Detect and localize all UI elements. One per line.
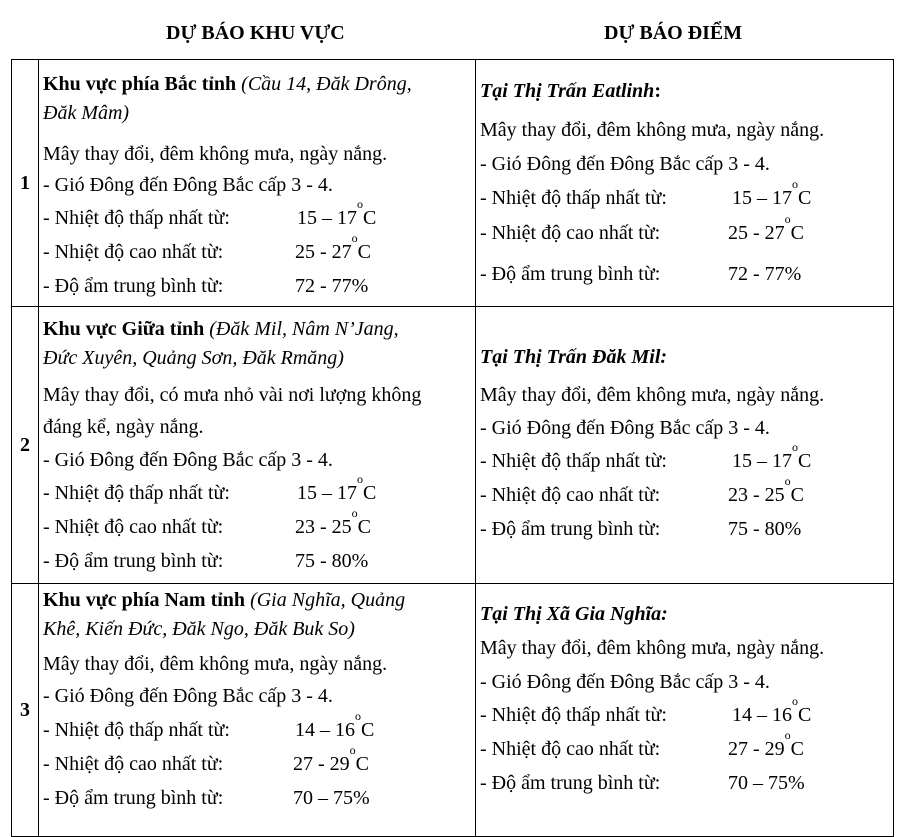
- row-number: 2: [12, 307, 39, 584]
- area-wind: - Gió Đông đến Đông Bắc cấp 3 - 4.: [43, 449, 333, 471]
- area-title-text: Khu vực phía Nam tỉnh: [43, 589, 246, 611]
- header-area-forecast: DỰ BÁO KHU VỰC: [166, 22, 345, 44]
- area-title-text: Khu vực phía Bắc tỉnh: [43, 73, 237, 95]
- point-wind: - Gió Đông đến Đông Bắc cấp 3 - 4.: [480, 671, 770, 693]
- point-place: Tại Thị Trấn Eatlinh:: [480, 80, 661, 102]
- point-tmax: - Nhiệt độ cao nhất từ: 27 - 29$^o$C: [480, 728, 805, 760]
- area-tmax: - Nhiệt độ cao nhất từ: 27 - 29$^o$C: [43, 743, 370, 775]
- area-places-cont: Đức Xuyên, Quảng Sơn, Đăk Rmăng): [43, 347, 344, 369]
- area-humidity: - Độ ẩm trung bình từ: 70 – 75%: [43, 787, 370, 809]
- header-point-forecast: DỰ BÁO ĐIỂM: [604, 22, 743, 44]
- table-row: [12, 584, 894, 837]
- row-number: 3: [12, 584, 39, 837]
- table-row: [12, 307, 894, 584]
- area-tmax: - Nhiệt độ cao nhất từ: 23 - 25$^o$C: [43, 506, 372, 538]
- forecast-table: [11, 59, 894, 837]
- area-title: [43, 317, 399, 341]
- point-wind: - Gió Đông đến Đông Bắc cấp 3 - 4.: [480, 417, 770, 439]
- point-tmin: - Nhiệt độ thấp nhất từ: 15 – 17$^o$C: [480, 440, 812, 472]
- area-tmin: - Nhiệt độ thấp nhất từ: 15 – 17$^o$C: [43, 197, 377, 229]
- area-humidity: - Độ ẩm trung bình từ: 72 - 77%: [43, 275, 369, 297]
- point-tmax: - Nhiệt độ cao nhất từ: 23 - 25$^o$C: [480, 474, 805, 506]
- area-title-text: Khu vực Giữa tỉnh: [43, 318, 205, 340]
- area-tmin: - Nhiệt độ thấp nhất từ: 15 – 17$^o$C: [43, 472, 377, 504]
- area-tmin: - Nhiệt độ thấp nhất từ: 14 – 16$^o$C: [43, 709, 375, 741]
- point-humidity: - Độ ẩm trung bình từ: 70 – 75%: [480, 772, 805, 794]
- point-desc: Mây thay đổi, đêm không mưa, ngày nắng.: [480, 119, 825, 141]
- area-title: [43, 588, 405, 612]
- area-forecast-cell: [39, 307, 476, 584]
- point-place: Tại Thị Xã Gia Nghĩa:: [480, 603, 668, 625]
- area-places-cont: Đăk Mâm): [43, 102, 130, 124]
- point-place: Tại Thị Trấn Đăk Mil:: [480, 346, 668, 368]
- point-tmax: - Nhiệt độ cao nhất từ: 25 - 27$^o$C: [480, 212, 805, 244]
- row-number: 1: [12, 60, 39, 307]
- area-places: (Cầu 14, Đăk Drông,: [241, 73, 412, 95]
- area-desc: Mây thay đổi, đêm không mưa, ngày nắng.: [43, 143, 388, 165]
- area-forecast-cell: [39, 584, 476, 837]
- area-title: [43, 72, 412, 96]
- area-wind: - Gió Đông đến Đông Bắc cấp 3 - 4.: [43, 174, 333, 196]
- point-desc: Mây thay đổi, đêm không mưa, ngày nắng.: [480, 384, 825, 406]
- point-forecast-cell: [476, 307, 894, 584]
- area-desc: Mây thay đổi, đêm không mưa, ngày nắng.: [43, 653, 388, 675]
- point-humidity: - Độ ẩm trung bình từ: 72 - 77%: [480, 263, 802, 285]
- point-forecast-cell: [476, 584, 894, 837]
- area-forecast-cell: [39, 60, 476, 307]
- point-desc: Mây thay đổi, đêm không mưa, ngày nắng.: [480, 637, 825, 659]
- area-humidity: - Độ ẩm trung bình từ: 75 - 80%: [43, 550, 369, 572]
- point-forecast-cell: [476, 60, 894, 307]
- point-wind: - Gió Đông đến Đông Bắc cấp 3 - 4.: [480, 153, 770, 175]
- point-tmin: - Nhiệt độ thấp nhất từ: 14 – 16$^o$C: [480, 694, 812, 726]
- area-desc-cont: đáng kể, ngày nắng.: [43, 416, 204, 438]
- area-desc: Mây thay đổi, có mưa nhỏ vài nơi lượng không: [43, 384, 422, 406]
- area-places: (Đăk Mil, Nâm N’Jang,: [209, 318, 399, 340]
- area-places: (Gia Nghĩa, Quảng: [250, 589, 406, 611]
- point-tmin: - Nhiệt độ thấp nhất từ: 15 – 17$^o$C: [480, 177, 812, 209]
- point-humidity: - Độ ẩm trung bình từ: 75 - 80%: [480, 518, 802, 540]
- area-wind: - Gió Đông đến Đông Bắc cấp 3 - 4.: [43, 685, 333, 707]
- area-places-cont: Khê, Kiến Đức, Đăk Ngo, Đăk Buk So): [43, 618, 355, 640]
- area-tmax: - Nhiệt độ cao nhất từ: 25 - 27$^o$C: [43, 231, 372, 263]
- table-row: [12, 60, 894, 307]
